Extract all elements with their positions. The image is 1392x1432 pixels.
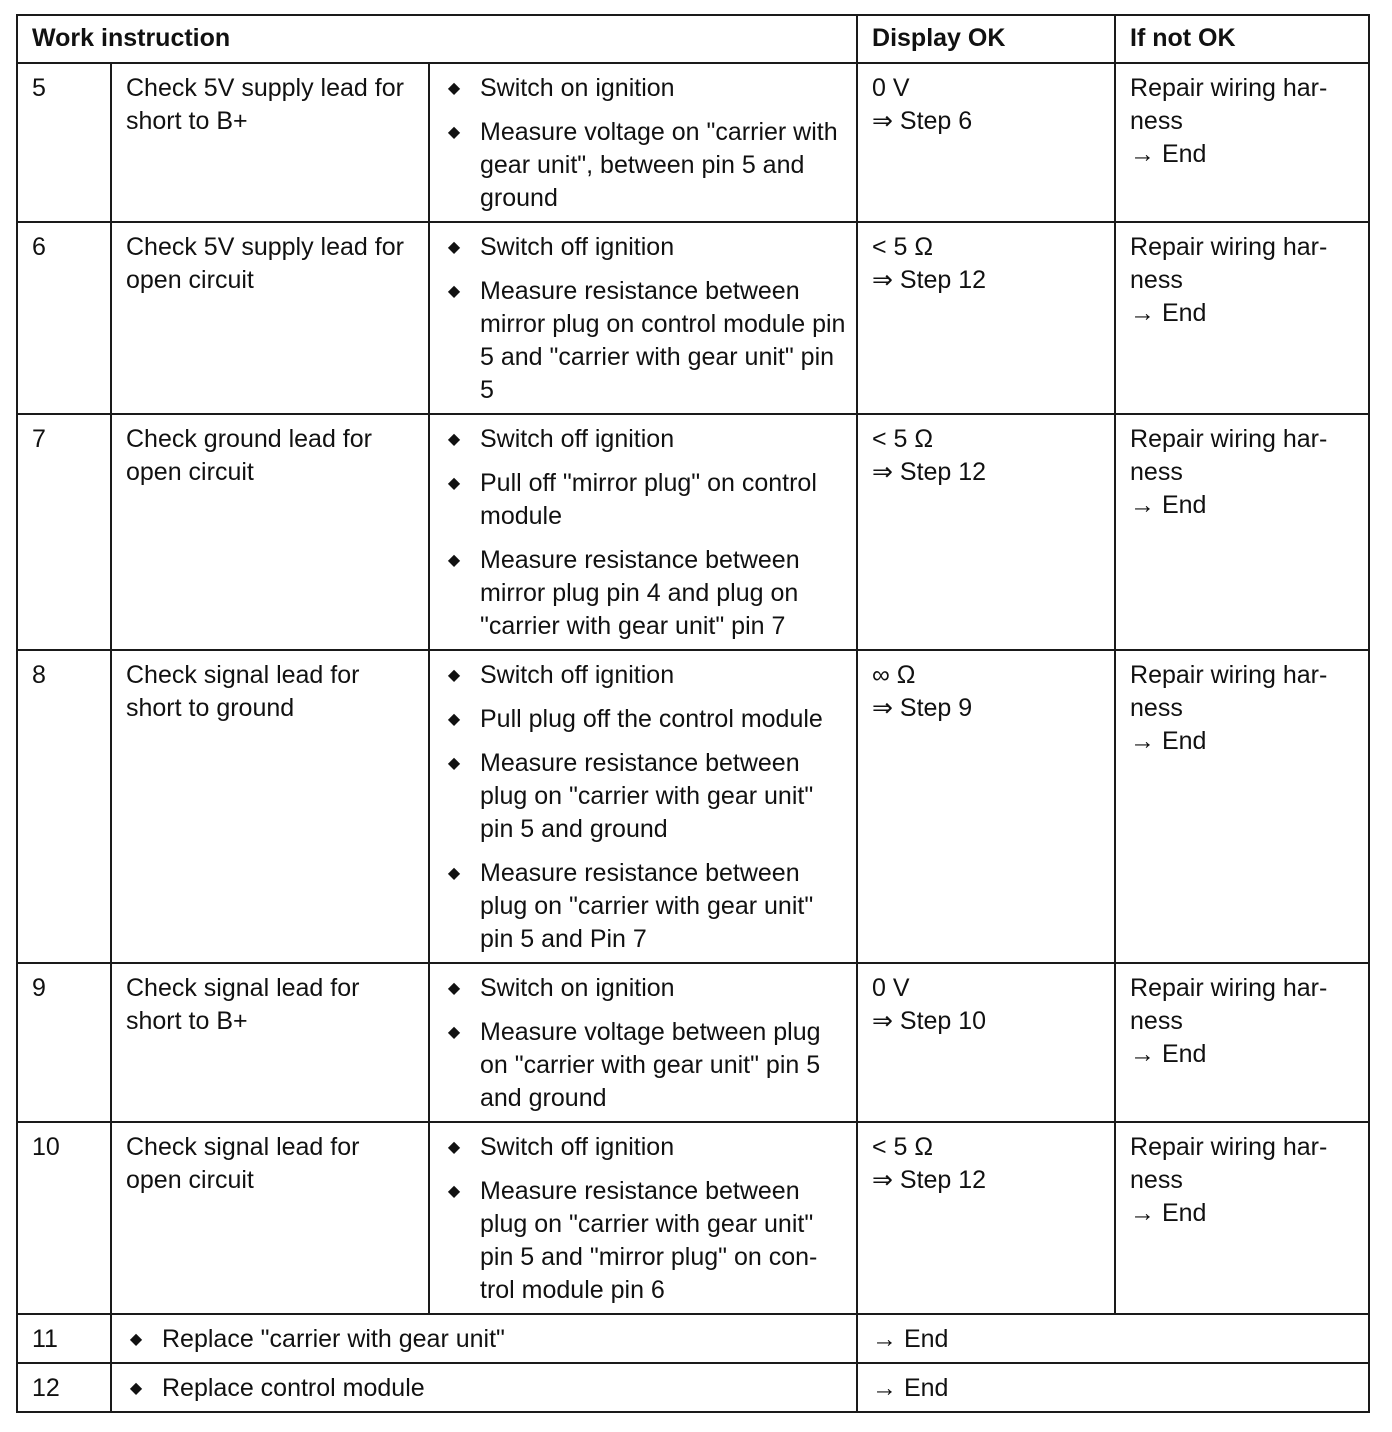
- display-ok-line: < 5 Ω: [872, 1133, 934, 1161]
- display-ok-line: ⇒ Step 9: [872, 694, 973, 722]
- if-not-ok-line: → End: [1130, 299, 1207, 327]
- procedure-cell: [429, 1122, 857, 1314]
- if-not-ok-line: Repair wiring har-: [1130, 661, 1328, 689]
- procedure-step-text: Measure resistance between mirror plug on control module pin 5 and "carrier with gear unit" pin 5: [480, 277, 846, 404]
- header-if-not-ok: If not OK: [1115, 15, 1369, 63]
- procedure-step-text: Measure resistance between mirror plug pin 4 and plug on "carrier with gear unit" pin 7: [480, 546, 800, 640]
- procedure-step: [444, 116, 846, 215]
- display-ok-cell: [857, 222, 1115, 414]
- bullet-icon: ◆: [447, 283, 461, 300]
- if-not-ok-line: → End: [1130, 727, 1207, 755]
- procedure-list: [444, 72, 846, 215]
- bullet-icon: ◆: [447, 711, 461, 728]
- procedure-list: [444, 972, 846, 1115]
- procedure-step-text: Measure voltage between plug on "carrier with gear unit" pin 5 and ground: [480, 1018, 821, 1112]
- step-number: 7: [17, 414, 111, 650]
- bullet-icon: ◆: [447, 667, 461, 684]
- display-ok-line: 0 V: [872, 74, 910, 102]
- procedure-step: [444, 231, 846, 264]
- table-row-final: [17, 1363, 1369, 1412]
- if-not-ok-cell: [1115, 414, 1369, 650]
- if-not-ok-cell: [1115, 1122, 1369, 1314]
- procedure-step: [444, 1131, 846, 1164]
- final-action-text: Replace "carrier with gear unit": [162, 1325, 505, 1353]
- final-action-cell: [111, 1363, 857, 1412]
- procedure-step-text: Measure resistance between plug on "carrier with gear unit" pin 5 and Pin 7: [480, 859, 814, 953]
- procedure-list: [444, 1131, 846, 1307]
- final-action-text: Replace control module: [162, 1374, 425, 1402]
- display-ok-cell: [857, 63, 1115, 222]
- procedure-cell: [429, 963, 857, 1122]
- display-ok-line: ⇒ Step 6: [872, 107, 973, 135]
- check-description: Check signal lead for short to B+: [111, 963, 429, 1122]
- final-action-cell: [111, 1314, 857, 1363]
- if-not-ok-cell: [1115, 63, 1369, 222]
- display-ok-cell: [857, 1122, 1115, 1314]
- bullet-icon: ◆: [447, 431, 461, 448]
- step-number: 8: [17, 650, 111, 963]
- if-not-ok-cell: [1115, 650, 1369, 963]
- if-not-ok-line: Repair wiring har-: [1130, 1133, 1328, 1161]
- step-number: 11: [17, 1314, 111, 1363]
- procedure-cell: [429, 222, 857, 414]
- procedure-step: [444, 747, 846, 846]
- display-ok-cell: [857, 963, 1115, 1122]
- final-result: → End: [857, 1363, 1369, 1412]
- if-not-ok-line: ness: [1130, 458, 1183, 486]
- header-display-ok: Display OK: [857, 15, 1115, 63]
- table-row: [17, 63, 1369, 222]
- table-row: [17, 222, 1369, 414]
- bullet-icon: ◆: [447, 475, 461, 492]
- procedure-step-text: Pull off "mirror plug" on control module: [480, 469, 817, 530]
- procedure-cell: [429, 650, 857, 963]
- display-ok-line: < 5 Ω: [872, 425, 934, 453]
- final-action: [126, 1372, 846, 1405]
- if-not-ok-line: ness: [1130, 1166, 1183, 1194]
- bullet-icon: ◆: [447, 1183, 461, 1200]
- if-not-ok-line: → End: [1130, 1199, 1207, 1227]
- if-not-ok-line: ness: [1130, 266, 1183, 294]
- if-not-ok-line: Repair wiring har-: [1130, 74, 1328, 102]
- table-row: [17, 650, 1369, 963]
- procedure-step-text: Switch off ignition: [480, 661, 675, 689]
- display-ok-line: ⇒ Step 12: [872, 1166, 987, 1194]
- if-not-ok-line: ness: [1130, 107, 1183, 135]
- procedure-step: [444, 1016, 846, 1115]
- procedure-step: [444, 72, 846, 105]
- procedure-step: [444, 703, 846, 736]
- display-ok-line: ⇒ Step 12: [872, 266, 987, 294]
- work-instruction-sheet: [16, 14, 1368, 1413]
- procedure-step: [444, 972, 846, 1005]
- final-action: [126, 1323, 846, 1356]
- bullet-icon: ◆: [447, 239, 461, 256]
- display-ok-line: ⇒ Step 10: [872, 1007, 987, 1035]
- table-row: [17, 414, 1369, 650]
- if-not-ok-cell: [1115, 963, 1369, 1122]
- procedure-step-text: Switch off ignition: [480, 425, 675, 453]
- table-header-row: [17, 15, 1369, 63]
- if-not-ok-line: Repair wiring har-: [1130, 233, 1328, 261]
- procedure-list: [444, 231, 846, 407]
- check-description: Check signal lead for open circuit: [111, 1122, 429, 1314]
- table-row: [17, 963, 1369, 1122]
- display-ok-line: 0 V: [872, 974, 910, 1002]
- procedure-step-text: Switch on ignition: [480, 974, 675, 1002]
- display-ok-cell: [857, 414, 1115, 650]
- procedure-step: [444, 857, 846, 956]
- step-number: 5: [17, 63, 111, 222]
- procedure-cell: [429, 63, 857, 222]
- if-not-ok-line: Repair wiring har-: [1130, 974, 1328, 1002]
- header-work-instruction: Work instruction: [17, 15, 857, 63]
- bullet-icon: ◆: [129, 1380, 143, 1397]
- instruction-rows: [17, 63, 1369, 1314]
- display-ok-line: ⇒ Step 12: [872, 458, 987, 486]
- procedure-cell: [429, 414, 857, 650]
- check-description: Check 5V supply lead for short to B+: [111, 63, 429, 222]
- table-row-final: [17, 1314, 1369, 1363]
- procedure-step: [444, 659, 846, 692]
- if-not-ok-line: ness: [1130, 1007, 1183, 1035]
- bullet-icon: ◆: [447, 1024, 461, 1041]
- procedure-step: [444, 275, 846, 407]
- final-rows: [17, 1314, 1369, 1412]
- bullet-icon: ◆: [447, 865, 461, 882]
- check-description: Check signal lead for short to ground: [111, 650, 429, 963]
- if-not-ok-line: ness: [1130, 694, 1183, 722]
- if-not-ok-cell: [1115, 222, 1369, 414]
- display-ok-line: ∞ Ω: [872, 661, 916, 689]
- if-not-ok-line: Repair wiring har-: [1130, 425, 1328, 453]
- step-number: 12: [17, 1363, 111, 1412]
- procedure-step: [444, 544, 846, 643]
- work-instruction-table: [16, 14, 1370, 1413]
- procedure-step-text: Measure resistance between plug on "carrier with gear unit" pin 5 and ground: [480, 749, 814, 843]
- procedure-step-text: Switch off ignition: [480, 1133, 675, 1161]
- table-row: [17, 1122, 1369, 1314]
- procedure-step: [444, 467, 846, 533]
- if-not-ok-line: → End: [1130, 140, 1207, 168]
- procedure-step-text: Switch off ignition: [480, 233, 675, 261]
- procedure-step-text: Measure voltage on "carrier with gear unit", between pin 5 and ground: [480, 118, 838, 212]
- bullet-icon: ◆: [447, 124, 461, 141]
- step-number: 6: [17, 222, 111, 414]
- step-number: 10: [17, 1122, 111, 1314]
- bullet-icon: ◆: [447, 980, 461, 997]
- procedure-list: [444, 659, 846, 956]
- display-ok-line: < 5 Ω: [872, 233, 934, 261]
- display-ok-cell: [857, 650, 1115, 963]
- if-not-ok-line: → End: [1130, 1040, 1207, 1068]
- bullet-icon: ◆: [447, 755, 461, 772]
- check-description: Check 5V supply lead for open circuit: [111, 222, 429, 414]
- procedure-step: [444, 1175, 846, 1307]
- step-number: 9: [17, 963, 111, 1122]
- procedure-step: [444, 423, 846, 456]
- if-not-ok-line: → End: [1130, 491, 1207, 519]
- procedure-step-text: Switch on ignition: [480, 74, 675, 102]
- procedure-step-text: Pull plug off the control module: [480, 705, 823, 733]
- procedure-list: [444, 423, 846, 643]
- bullet-icon: ◆: [447, 552, 461, 569]
- bullet-icon: ◆: [129, 1331, 143, 1348]
- bullet-icon: ◆: [447, 1139, 461, 1156]
- check-description: Check ground lead for open circuit: [111, 414, 429, 650]
- final-result: → End: [857, 1314, 1369, 1363]
- bullet-icon: ◆: [447, 80, 461, 97]
- procedure-step-text: Measure resistance between plug on "carrier with gear unit" pin 5 and "mirror plug" on con-trol module pin 6: [480, 1177, 818, 1304]
